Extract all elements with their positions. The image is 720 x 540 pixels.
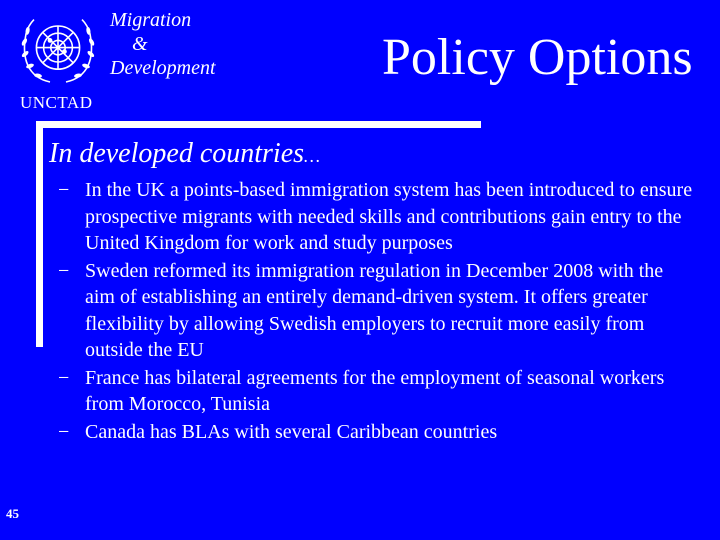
bullet-list <box>56 177 696 446</box>
bullet-text: Sweden reformed its immigration regulation in December 2008 with the aim of establishing an entirely demand-driven system. It offers greater flexibility by allowing Swedish employers to recruit more easily from outside the EU <box>85 259 664 361</box>
bullet-marker: − <box>58 420 70 443</box>
bullet-item <box>56 177 696 257</box>
bullet-marker: − <box>58 366 70 389</box>
section-heading <box>49 136 326 174</box>
bullet-marker: − <box>58 259 70 282</box>
subtitle-line-2: & <box>132 33 148 55</box>
slide-number: 45 <box>6 506 19 521</box>
section-heading-ellipsis: … <box>304 146 321 166</box>
bullet-text: Canada has BLAs with several Caribbean countries <box>85 420 498 443</box>
slide-subtitle <box>110 8 216 80</box>
vertical-rule <box>36 121 43 347</box>
bullet-text: In the UK a points-based immigration system has been introduced to ensure prospective migrants with needed skills and contributions gain entry to the United Kingdom for work and study purposes <box>85 179 693 254</box>
horizontal-rule <box>36 121 481 128</box>
bullet-text: France has bilateral agreements for the employment of seasonal workers from Morocco, Tunisia <box>85 366 665 415</box>
section-heading-text: In developed countries <box>49 138 305 169</box>
bullet-marker: − <box>58 179 70 201</box>
bullet-item <box>56 365 696 418</box>
slide-title: Policy Options <box>382 29 693 86</box>
subtitle-line-3: Development <box>110 57 216 79</box>
org-name: UNCTAD <box>20 93 93 112</box>
bullet-item <box>56 258 696 364</box>
subtitle-line-1: Migration <box>110 9 192 31</box>
bullet-item <box>56 419 696 446</box>
un-emblem-icon <box>18 10 98 90</box>
